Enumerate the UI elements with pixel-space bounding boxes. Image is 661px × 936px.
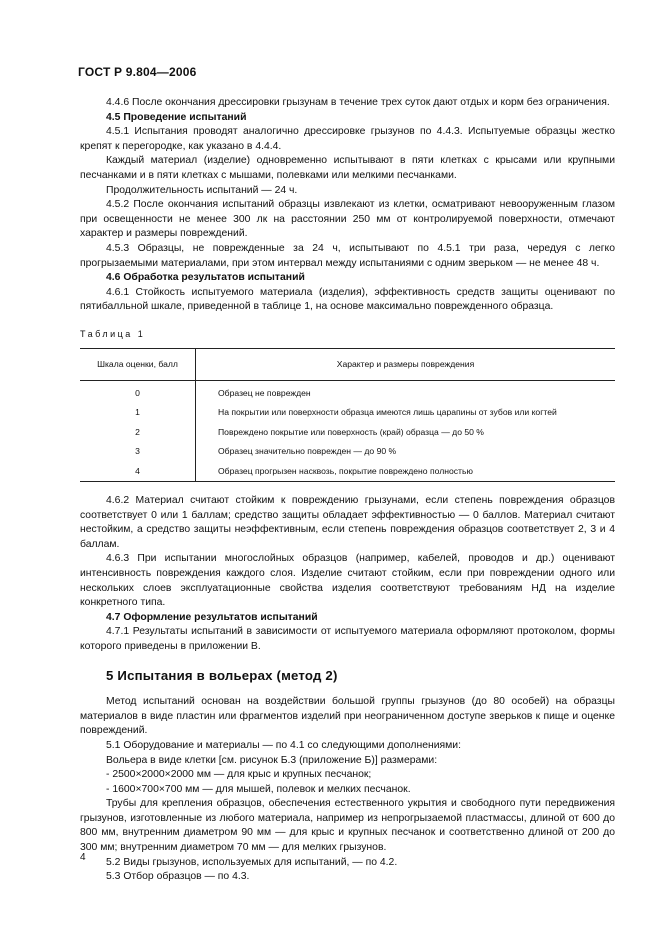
page-number: 4 — [80, 852, 86, 863]
document-header: ГОСТ Р 9.804—2006 — [78, 65, 197, 79]
score-cell: 3 — [80, 442, 196, 462]
paragraph-4-5-2: 4.5.2 После окончания испытаний образцы извлекают из клетки, осматривают невооруженным глазом при освещенности не менее 300 лк на расстоянии 250 мм от контролируемой поверхности, отмечают характер и размеры повреждений. — [80, 199, 615, 240]
paragraph-5-3: 5.3 Отбор образцов — по 4.3. — [106, 871, 250, 883]
subheading-4-7: 4.7 Оформление результатов испытаний — [106, 611, 318, 623]
damage-cell: Повреждено покрытие или поверхность (край) образца — до 50 % — [218, 426, 484, 437]
document-body — [80, 96, 615, 885]
damage-scale-table — [80, 348, 615, 483]
paragraph-4-5-3: 4.5.3 Образцы, не поврежденные за 24 ч, испытывают по 4.5.1 три раза, чередуя с легко прогрызаемыми материалами, при этом интервал между испытаниями с одним зверьком — не менее 48 ч. — [80, 242, 615, 269]
table-row — [80, 462, 615, 482]
section-5-heading: 5 Испытания в вольерах (метод 2) — [106, 667, 338, 683]
block-a — [80, 96, 615, 315]
damage-cell: Образец не поврежден — [218, 387, 311, 398]
paragraph-4-6-2: 4.6.2 Материал считают стойким к повреждению грызунами, если степень повреждения образцов соответствует 0 или 1 баллам; средство защиты обладает эффективностью — 0 баллов. Материал считают нестойким, а средство защиты неэффективным, если степень повреждения образцов соответствует 2, 3 и 4 баллам. — [80, 495, 615, 550]
table-header-row — [80, 348, 615, 380]
table-header-damage: Характер и размеры повреждения — [196, 348, 616, 380]
score-cell: 1 — [80, 403, 196, 423]
subheading-4-6: 4.6 Обработка результатов испытаний — [106, 272, 305, 284]
paragraph-5-1: 5.1 Оборудование и материалы — по 4.1 со следующими дополнениями: — [106, 739, 462, 751]
block-b — [80, 494, 615, 655]
score-cell: 0 — [80, 380, 196, 403]
paragraph-duration: Продолжительность испытаний — 24 ч. — [106, 184, 298, 196]
paragraph-method-intro: Метод испытаний основан на воздействии большой группы грызунов (до 80 особей) на образцы материалов в виде пластин или фрагментов изделий при неограниченном доступе зверьков к пище и оценке повреждений. — [80, 696, 615, 737]
list-item-mice: - 1600×700×700 мм — для мышей, полевок и мелких песчанок. — [106, 783, 411, 795]
table-row — [80, 423, 615, 443]
paragraph-4-6-1: 4.6.1 Стойкость испытуемого материала (изделия), эффективность средств защиты оценивают по пятибалльной шкале, приведенной в таблице 1, на основе максимально поврежденного образца. — [80, 286, 615, 313]
table-row — [80, 403, 615, 423]
paragraph-tubes: Трубы для крепления образцов, обеспечения естественного укрытия и свободного пути передвижения грызунов, изготовленные из любого материала, например из непрогрызаемой пластмассы, длиной от 600 до 800 мм, внутренним диаметром 90 мм — для крыс и крупных песчанок и соответственно длиной от 200 до 300 мм; внутренним диаметром 70 мм — для мелких грызунов. — [80, 798, 615, 854]
paragraph-4-4-6: 4.4.6 После окончания дрессировки грызунам в течение трех суток дают отдых и корм без ограничения. — [106, 97, 610, 108]
paragraph-4-7-1: 4.7.1 Результаты испытаний в зависимости от испытуемого материала оформляют протоколом, формы которого приведены в приложении В. — [80, 626, 615, 652]
paragraph-5-2: 5.2 Виды грызунов, используемых для испытаний, — по 4.2. — [106, 856, 398, 868]
damage-cell: Образец прогрызен насквозь, покрытие повреждено полностью — [196, 462, 616, 482]
list-item-rats: - 2500×2000×2000 мм — для крыс и крупных песчанок; — [106, 769, 372, 781]
damage-cell: Образец значительно поврежден — до 90 % — [218, 446, 397, 457]
table-row — [80, 380, 615, 403]
paragraph-4-5-1: 4.5.1 Испытания проводят аналогично дрессировке грызунов по 4.4.3. Испытуемые образцы жестко крепят к перегородке, как указано в 4.4.4. — [80, 126, 615, 152]
score-cell: 4 — [80, 462, 196, 482]
damage-cell: На покрытии или поверхности образца имеются лишь царапины от зубов или когтей — [218, 407, 557, 418]
paragraph-material-cages: Каждый материал (изделие) одновременно испытывают в пяти клетках с крысами или крупными песчанками и в пяти клетках с мышами, полевками или мелкими песчанками. — [80, 155, 615, 181]
subheading-4-5: 4.5 Проведение испытаний — [106, 111, 247, 123]
table-title: Таблица 1 — [80, 328, 146, 339]
score-cell: 2 — [80, 423, 196, 443]
table-header-score: Шкала оценки, балл — [80, 348, 196, 380]
table-row — [80, 442, 615, 462]
paragraph-4-6-3: 4.6.3 При испытании многослойных образцов (например, кабелей, проводов и др.) оценивают интенсивность повреждения каждого слоя. Изделие считают стойким, если при повреждении одного или нескольких слоев эксплуатационные свойства изделия соответствуют требованиям НД на изделие конкретного типа. — [80, 553, 615, 609]
paragraph-enclosure: Вольера в виде клетки [см. рисунок Б.3 (приложение Б)] размерами: — [106, 754, 438, 766]
block-c — [80, 695, 615, 885]
